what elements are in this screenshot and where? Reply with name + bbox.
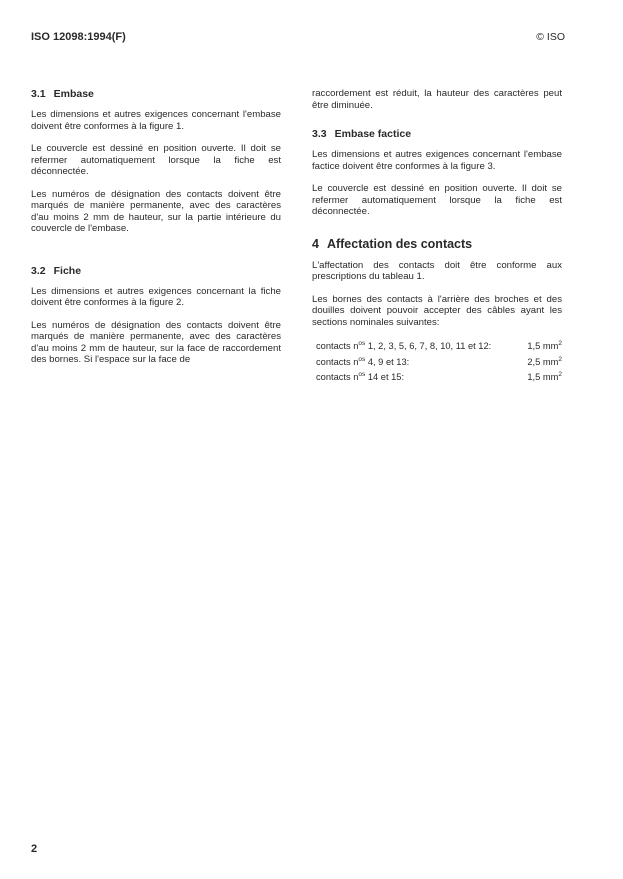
section-title: Embase factice [334,128,412,140]
section-number: 3.2 [31,264,46,277]
section-3-1-heading [31,88,281,101]
copyright-mark: © ISO [536,31,565,43]
section-title: Affectation des contacts [326,236,473,251]
section-3-2-heading [31,265,281,278]
cable-sections-list [316,339,562,386]
section-number: 3.1 [31,88,46,100]
paragraph: Les dimensions et autres exigences concernant l'embase factice doivent être conformes à la figure 3. [312,149,562,172]
paragraph: L'affectation des contacts doit être conforme aux prescriptions du tableau 1. [312,259,562,282]
paragraph-continuation: raccordement est réduit, la hauteur des caractères peut être diminuée. [312,88,562,111]
paragraph: Les numéros de désignation des contacts doivent être marqués de manière permanente, avec des caractères d'au moins 2 mm de hauteur, sur la partie intérieure du couvercle de l'embase. [31,188,281,234]
paragraph: Le couvercle est dessiné en position ouverte. Il doit se refermer automatiquement lorsque la fiche est déconnectée. [31,143,281,177]
list-item [316,355,562,371]
page-number: 2 [31,843,38,855]
paragraph: Le couvercle est dessiné en position ouverte. Il doit se refermer automatiquement lorsque la fiche est déconnectée. [312,183,562,217]
section-number: 4 [312,236,319,251]
paragraph: Les dimensions et autres exigences concernant la fiche doivent être conformes à la figure 2. [31,285,281,308]
section-title: Embase [53,88,94,100]
paragraph: Les bornes des contacts à l'arrière des broches et des douilles doivent pouvoir accepter des câbles ayant les sections nominales suivantes: [312,293,562,328]
section-number: 3.3 [312,128,327,140]
section-value: 1,5 $mm^2$ [527,371,562,382]
section-title: Fiche [53,264,82,277]
contacts-label: contacts $n^{os}$ 14 et 15: [316,371,405,382]
section-4-heading [312,237,562,252]
document-standard-id: ISO 12098:1994(F) [31,31,126,43]
section-value: 2,5 $mm^2$ [527,355,562,367]
section-value: 1,5 $mm^2$ [527,340,562,351]
section-3-3-heading [312,128,562,141]
right-column [312,88,562,386]
paragraph: Les numéros de désignation des contacts doivent être marqués de manière permanente, avec des caractères d'au moins 2 mm de hauteur, sur la face de raccordement des bornes. Si l'espace sur la face de [31,319,281,365]
contacts-label: contacts $n^{os}$ 4, 9 et 13: [316,355,410,367]
list-item [316,339,562,355]
paragraph: Les dimensions et autres exigences concernant l'embase doivent être conformes à la figure 1. [31,109,281,132]
left-column [31,88,281,377]
contacts-label: contacts $n^{os}$ 1, 2, 3, 5, 6, 7, 8, 10, 11 et 12: [316,340,492,351]
list-item [316,370,562,386]
